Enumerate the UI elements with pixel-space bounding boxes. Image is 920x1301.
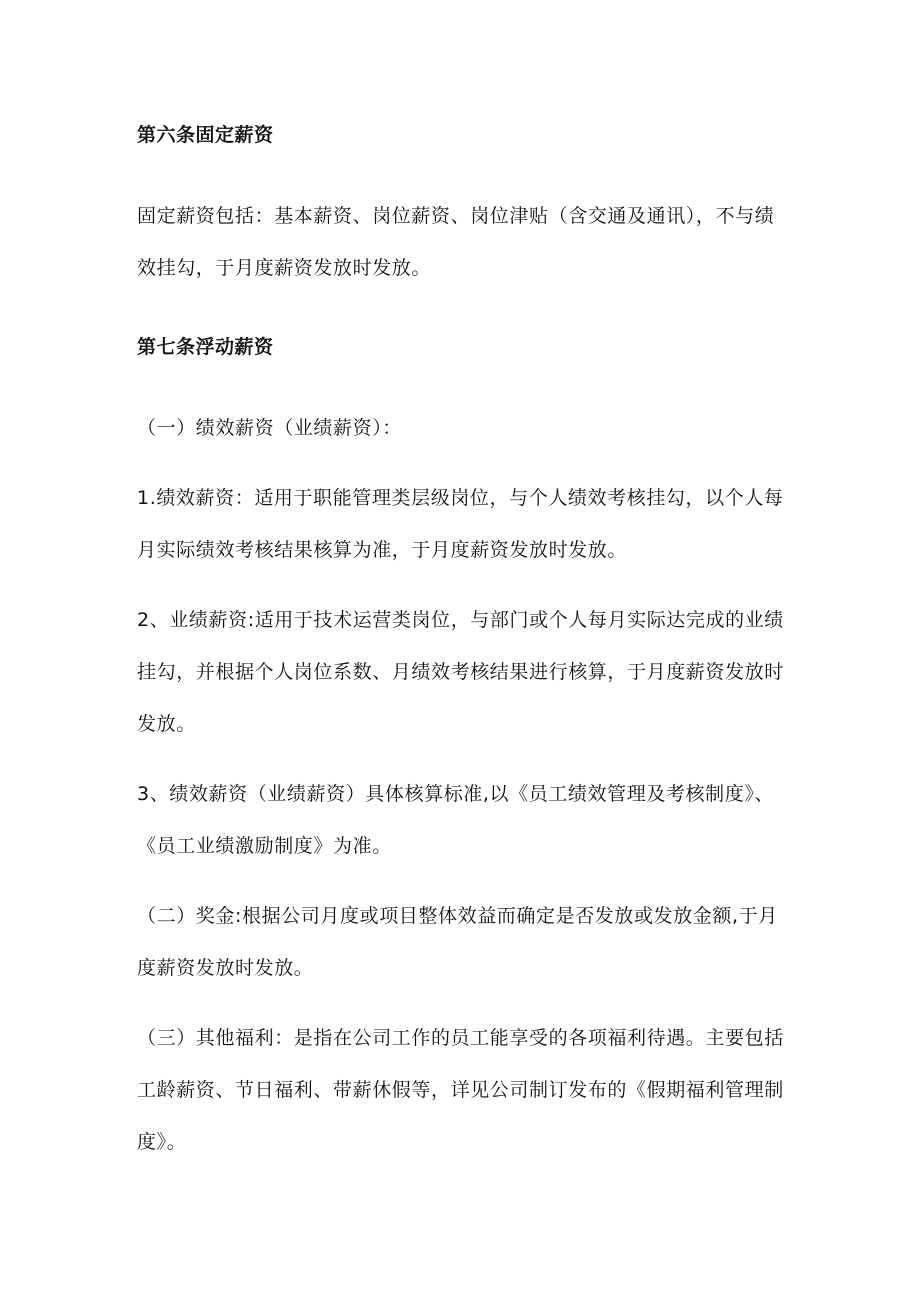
fixed-salary-paragraph: 固定薪资包括：基本薪资、岗位薪资、岗位津贴（含交通及通讯），不与绩效挂勾，于月度薪资发放时发放。 (137, 205, 775, 279)
bonus-paragraph: （二）奖金:根据公司月度或项目整体效益而确定是否发放或发放金额,于月度薪资发放时发放。 (137, 905, 778, 979)
performance-salary-item-2: 2、业绩薪资:适用于技术运营类岗位，与部门或个人每月实际达完成的业绩挂勾，并根据个人岗位系数、月绩效考核结果进行核算，于月度薪资发放时发放。 (137, 609, 784, 735)
section-heading-fixed-salary: 第六条固定薪资 (137, 124, 274, 146)
subsection-performance-salary-title: （一）绩效薪资（业绩薪资）： (137, 417, 402, 439)
performance-salary-item-3: 3、绩效薪资（业绩薪资）具体核算标准,以《员工绩效管理及考核制度》、《员工业绩激励制度》为准。 (137, 783, 775, 857)
section-heading-floating-salary: 第七条浮动薪资 (137, 336, 274, 358)
other-benefits-paragraph: （三）其他福利：是指在公司工作的员工能享受的各项福利待遇。主要包括工龄薪资、节日福利、带薪休假等，详见公司制订发布的《假期福利管理制度》。 (137, 1027, 784, 1153)
document-body (137, 118, 792, 1168)
performance-salary-item-1: 1.绩效薪资：适用于职能管理类层级岗位，与个人绩效考核挂勾，以个人每月实际绩效考核结果核算为准，于月度薪资发放时发放。 (137, 487, 784, 561)
